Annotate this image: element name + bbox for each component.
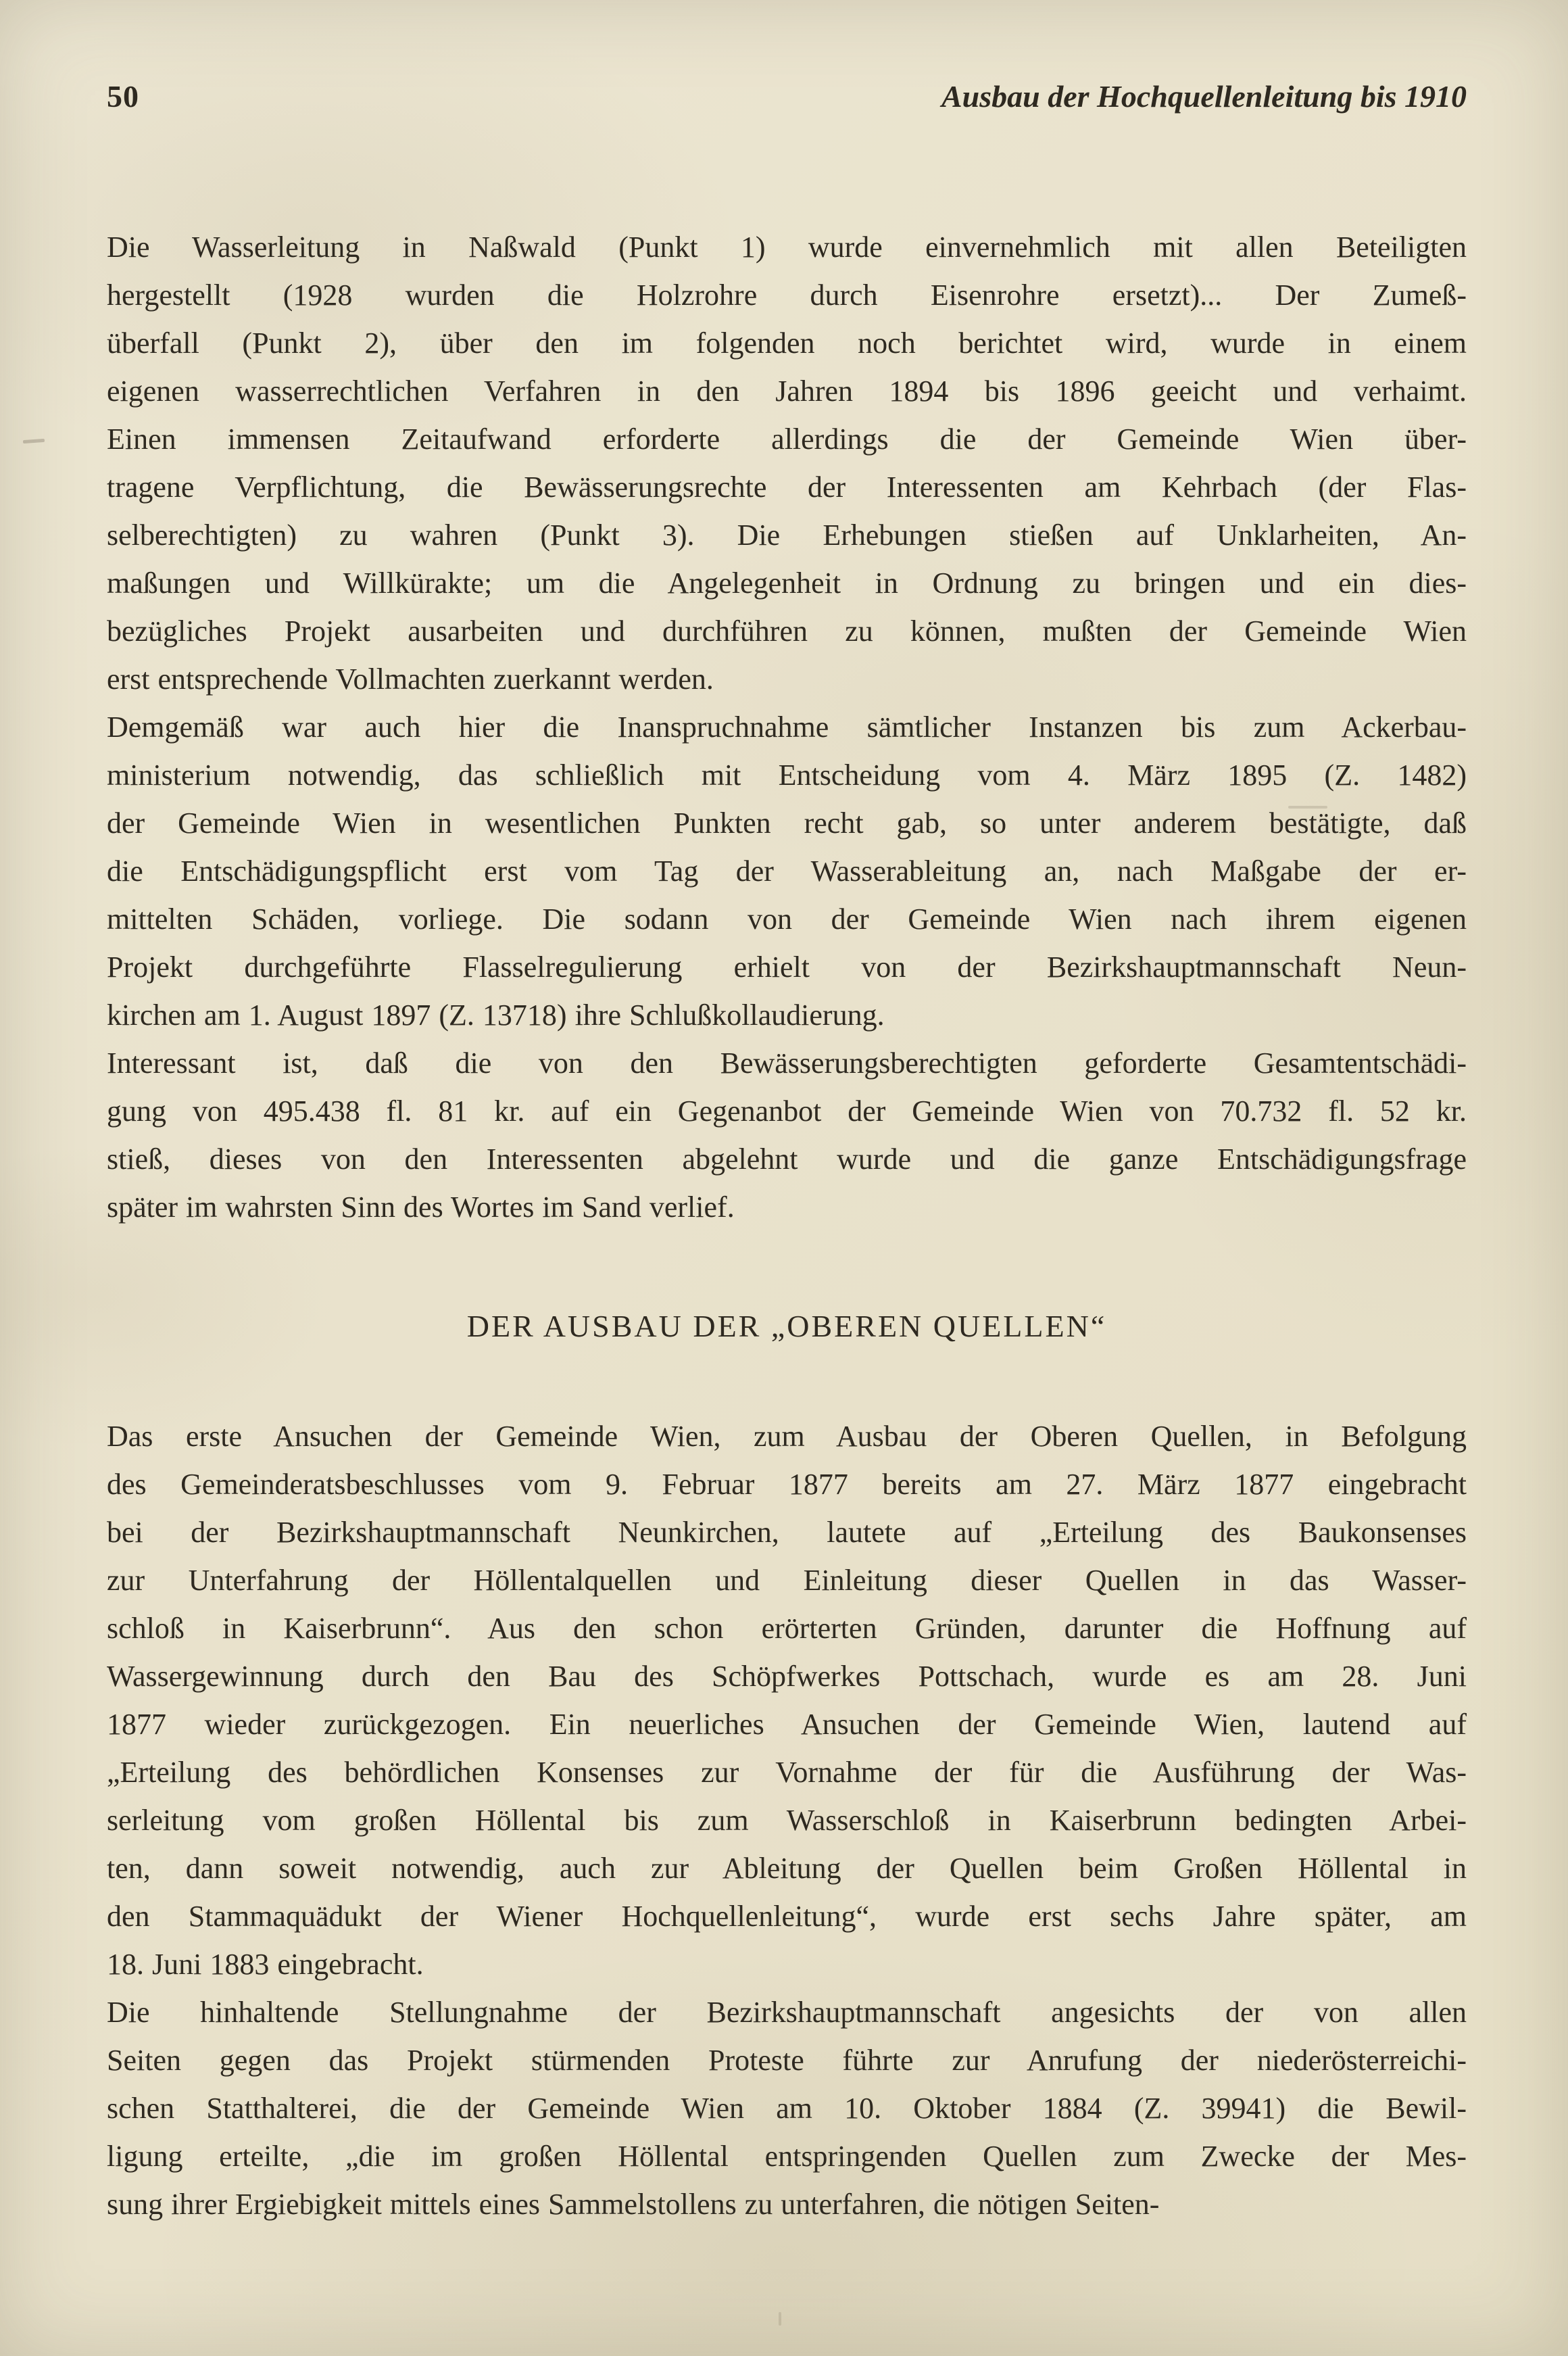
page-number: 50 — [107, 79, 139, 114]
text-line: ligung erteilte, „die im großen Höllental entspringenden Quellen zum Zwecke der Mes- — [107, 2140, 1467, 2173]
running-title: Ausbau der Hochquellenleitung bis 1910 — [941, 79, 1467, 114]
text-line: 1877 wieder zurückgezogen. Ein neuerliches Ansuchen der Gemeinde Wien, lautend auf — [107, 1708, 1467, 1741]
text-line: erst entsprechende Vollmachten zuerkannt werden. — [107, 663, 714, 696]
text-line: sung ihrer Ergiebigkeit mittels eines Sammelstollens zu unterfahren, die nötigen Seiten- — [107, 2188, 1160, 2221]
text-line: später im wahrsten Sinn des Wortes im Sand verlief. — [107, 1191, 735, 1224]
paragraph — [107, 703, 1467, 1039]
page-header — [107, 78, 1467, 114]
text-line: Interessant ist, daß die von den Bewässerungsberechtigten geforderte Gesamtentschädi- — [107, 1047, 1467, 1080]
text-line: ministerium notwendig, das schließlich mit Entscheidung vom 4. März 1895 (Z. 1482) — [107, 759, 1467, 792]
paragraph — [107, 223, 1467, 703]
text-line: Die Wasserleitung in Naßwald (Punkt 1) wurde einvernehmlich mit allen Beteiligten — [107, 231, 1467, 264]
text-line: der Gemeinde Wien in wesentlichen Punkten recht gab, so unter anderem bestätigte, daß — [107, 807, 1467, 840]
text-line: Wassergewinnung durch den Bau des Schöpfwerkes Pottschach, wurde es am 28. Juni — [107, 1660, 1467, 1693]
text-line: Das erste Ansuchen der Gemeinde Wien, zum Ausbau der Oberen Quellen, in Befolgung — [107, 1420, 1467, 1453]
text-line: 18. Juni 1883 eingebracht. — [107, 1948, 424, 1981]
text-line: zur Unterfahrung der Höllentalquellen und Einleitung dieser Quellen in das Wasser- — [107, 1564, 1467, 1597]
text-line: selberechtigten) zu wahren (Punkt 3). Die Erhebungen stießen auf Unklarheiten, An- — [107, 519, 1467, 552]
text-line: Die hinhaltende Stellungnahme der Bezirkshauptmannschaft angesichts der von allen — [107, 1996, 1467, 2029]
text-line: mittelten Schäden, vorliege. Die sodann von der Gemeinde Wien nach ihrem eigenen — [107, 903, 1467, 936]
text-line: bei der Bezirkshauptmannschaft Neunkirchen, lautete auf „Erteilung des Baukonsenses — [107, 1516, 1467, 1549]
text-line: bezügliches Projekt ausarbeiten und durchführen zu können, mußten der Gemeinde Wien — [107, 615, 1467, 648]
text-line: Projekt durchgeführte Flasselregulierung erhielt von der Bezirkshauptmannschaft Neun- — [107, 951, 1467, 984]
paragraph — [107, 1039, 1467, 1231]
text-line: Einen immensen Zeitaufwand erforderte allerdings die der Gemeinde Wien über- — [107, 423, 1467, 456]
scan-mark — [779, 2312, 781, 2326]
text-line: den Stammaquädukt der Wiener Hochquellenleitung“, wurde erst sechs Jahre später, am — [107, 1900, 1467, 1933]
text-line: hergestellt (1928 wurden die Holzrohre durch Eisenrohre ersetzt)... Der Zumeß- — [107, 279, 1467, 312]
text-line: serleitung vom großen Höllental bis zum Wasserschloß in Kaiserbrunn bedingten Arbei- — [107, 1804, 1467, 1837]
text-line: schloß in Kaiserbrunn“. Aus den schon erörterten Gründen, darunter die Hoffnung auf — [107, 1612, 1467, 1645]
text-line: Demgemäß war auch hier die Inanspruchnahme sämtlicher Instanzen bis zum Ackerbau- — [107, 711, 1467, 744]
text-line: des Gemeinderatsbeschlusses vom 9. Februar 1877 bereits am 27. März 1877 eingebracht — [107, 1468, 1467, 1501]
section-heading: DER AUSBAU DER „OBEREN QUELLEN“ — [466, 1309, 1107, 1343]
text-line: „Erteilung des behördlichen Konsenses zur Vornahme der für die Ausführung der Was- — [107, 1756, 1467, 1789]
scan-mark — [23, 439, 45, 443]
text-line: maßungen und Willkürakte; um die Angelegenheit in Ordnung zu bringen und ein dies- — [107, 567, 1467, 600]
text-line: eigenen wasserrechtlichen Verfahren in den Jahren 1894 bis 1896 geeicht und verhaimt. — [107, 375, 1467, 408]
paragraph — [107, 1412, 1467, 1988]
text-line: gung von 495.438 fl. 81 kr. auf ein Gegenanbot der Gemeinde Wien von 70.732 fl. 52 kr. — [107, 1095, 1467, 1128]
text-line: die Entschädigungspflicht erst vom Tag der Wasserableitung an, nach Maßgabe der er- — [107, 855, 1467, 888]
text-line: kirchen am 1. August 1897 (Z. 13718) ihre Schlußkollaudierung. — [107, 999, 885, 1032]
scan-mark — [1288, 806, 1327, 809]
page-body — [107, 223, 1467, 2228]
text-line: tragene Verpflichtung, die Bewässerungsrechte der Interessenten am Kehrbach (der Flas- — [107, 471, 1467, 504]
text-line: Seiten gegen das Projekt stürmenden Proteste führte zur Anrufung der niederösterreichi- — [107, 2044, 1467, 2077]
text-line: ten, dann soweit notwendig, auch zur Ableitung der Quellen beim Großen Höllental in — [107, 1852, 1467, 1885]
text-line: stieß, dieses von den Interessenten abgelehnt wurde und die ganze Entschädigungsfrage — [107, 1143, 1467, 1176]
text-line: schen Statthalterei, die der Gemeinde Wien am 10. Oktober 1884 (Z. 39941) die Bewil- — [107, 2092, 1467, 2125]
text-line: überfall (Punkt 2), über den im folgenden noch berichtet wird, wurde in einem — [107, 327, 1467, 360]
paragraph — [107, 1988, 1467, 2228]
